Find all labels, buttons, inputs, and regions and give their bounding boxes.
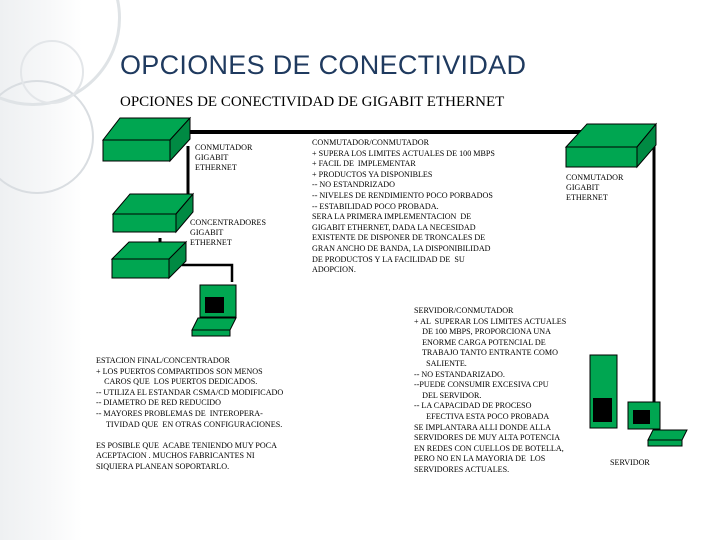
switch-left-label: CONMUTADOR GIGABIT ETHERNET <box>195 143 253 172</box>
hubs-label: CONCENTRADORES GIGABIT ETHERNET <box>190 218 266 247</box>
link-switch-server <box>635 144 654 420</box>
switch-left-icon <box>103 118 190 161</box>
page-title: OPCIONES DE CONECTIVIDAD <box>120 50 527 80</box>
note-switch-switch: CONMUTADOR/CONMUTADOR + SUPERA LOS LIMITES ACTUALES DE 100 MBPS + FACIL DE IMPLEMENTAR + PRODUCTOS YA DISPONIBLES -- NO ESTANDRIZADO -- NIVELES DE RENDIMIENTO POCO PORBADOS -- ESTABILIDAD POCO PROBADA. SERA LA PRIMERA IMPLEMENTACION DE GIGABIT ETHERNET, DADA LA NECESIDAD EXISTENTE DE DISPONER DE TRONCALES DE GRAN ANCHO DE BANDA, LA DISPONIBILIDAD DE PRODUCTOS Y LA FACILIDAD DE SU ADOPCION. <box>312 138 495 275</box>
switch-right-label: CONMUTADOR GIGABIT ETHERNET <box>566 173 624 202</box>
hub-icon <box>112 242 186 278</box>
server-icon <box>590 355 617 428</box>
hub-icon <box>113 194 193 232</box>
server-label: SERVIDOR <box>610 458 650 467</box>
note-end-station: ESTACION FINAL/CONCENTRADOR + LOS PUERTOS COMPARTIDOS SON MENOS CAROS QUE LOS PUERTOS DEDICADOS. -- UTILIZA EL ESTANDAR CSMA/CD MODIFICADO -- DIAMETRO DE RED REDUCIDO -- MAYORES PROBLEMAS DE INTEROPERA- TIVIDAD QUE EN OTRAS CONFIGURACIONES. ES POSIBLE QUE ACABE TENIENDO MUY POCA ACEPTACION . MUCHOS FABRICANTES NI SIQUIERA PLANEAN SOPORTARLO. <box>96 356 284 471</box>
workstation-icon <box>192 285 236 336</box>
note-server-switch: SERVIDOR/CONMUTADOR + AL SUPERAR LOS LIMITES ACTUALES DE 100 MBPS, PROPORCIONA UNA ENORME CARGA POTENCIAL DE TRABAJO TANTO ENTRANTE COMO SALIENTE. -- NO ESTANDARIZADO. --PUEDE CONSUMIR EXCESIVA CPU DEL SERVIDOR. -- LA CAPACIDAD DE PROCESO EFECTIVA ESTA POCO PROBADA SE IMPLANTARA ALLI DONDE ALLA SERVIDORES DE MUY ALTA POTENCIA EN REDES CON CUELLOS DE BOTELLA, PERO NO EN LA MAYORIA DE LOS SERVIDORES ACTUALES. <box>414 306 567 474</box>
server-console-icon <box>628 402 687 446</box>
diagram-subtitle: OPCIONES DE CONECTIVIDAD DE GIGABIT ETHERNET <box>120 94 505 110</box>
link-hub-workstation <box>182 265 232 282</box>
